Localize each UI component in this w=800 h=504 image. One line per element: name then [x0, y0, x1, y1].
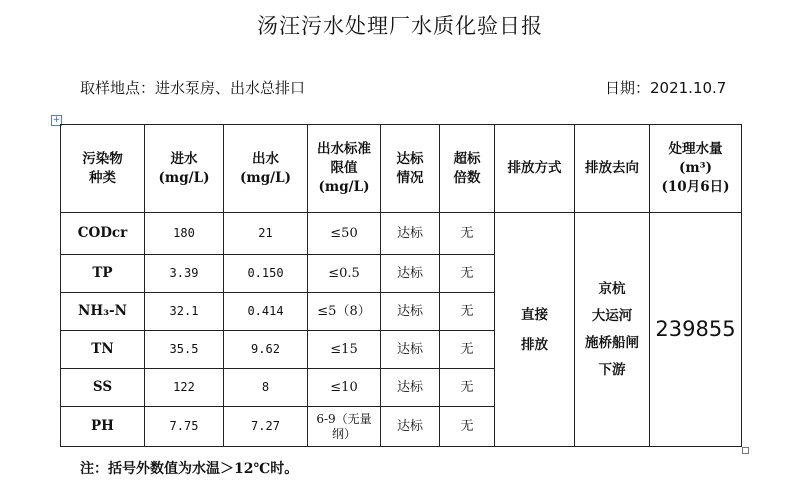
row-pollutant: NH₃-N — [61, 293, 145, 331]
row-pollutant: CODcr — [61, 213, 145, 255]
table-row — [61, 213, 742, 255]
row-influent: 32.1 — [145, 293, 224, 331]
table-resize-handle-icon[interactable] — [742, 447, 749, 454]
discharge-method: 直接 排放 — [495, 213, 575, 447]
row-exceed: 无 — [440, 369, 495, 407]
row-exceed: 无 — [440, 331, 495, 369]
row-influent: 180 — [145, 213, 224, 255]
row-effluent: 0.414 — [224, 293, 308, 331]
row-pollutant: SS — [61, 369, 145, 407]
row-exceed: 无 — [440, 255, 495, 293]
row-limit: 6-9（无量纲） — [308, 407, 381, 447]
treated-volume: 239855 — [650, 213, 742, 447]
row-pollutant: TP — [61, 255, 145, 293]
row-status: 达标 — [381, 293, 440, 331]
row-effluent: 8 — [224, 369, 308, 407]
row-limit: ≤5（8） — [308, 293, 381, 331]
row-status: 达标 — [381, 255, 440, 293]
header-effluent: 出水 (mg/L) — [224, 125, 308, 213]
row-limit: ≤50 — [308, 213, 381, 255]
header-influent: 进水 (mg/L) — [145, 125, 224, 213]
footnote: 注：括号外数值为水温＞12℃时。 — [80, 461, 299, 477]
row-exceed: 无 — [440, 213, 495, 255]
row-status: 达标 — [381, 407, 440, 447]
discharge-destination: 京杭 大运河 施桥船闸 下游 — [575, 213, 650, 447]
row-pollutant: TN — [61, 331, 145, 369]
header-pollutant: 污染物 种类 — [61, 125, 145, 213]
row-status: 达标 — [381, 369, 440, 407]
header-destination: 排放去向 — [575, 125, 650, 213]
row-limit: ≤10 — [308, 369, 381, 407]
report-title: 汤汪污水处理厂水质化验日报 — [257, 14, 543, 38]
row-influent: 3.39 — [145, 255, 224, 293]
row-effluent: 7.27 — [224, 407, 308, 447]
header-exceed: 超标 倍数 — [440, 125, 495, 213]
water-quality-table — [60, 124, 742, 447]
sampling-location: 取样地点：进水泵房、出水总排口 — [80, 79, 306, 97]
row-effluent: 0.150 — [224, 255, 308, 293]
row-influent: 122 — [145, 369, 224, 407]
row-influent: 35.5 — [145, 331, 224, 369]
header-volume: 处理水量 (m³) (10月6日) — [650, 125, 742, 213]
row-pollutant: PH — [61, 407, 145, 447]
row-influent: 7.75 — [145, 407, 224, 447]
table-header-row — [61, 125, 742, 213]
header-method: 排放方式 — [495, 125, 575, 213]
row-exceed: 无 — [440, 407, 495, 447]
row-effluent: 21 — [224, 213, 308, 255]
table-move-handle-icon[interactable]: + — [52, 115, 61, 125]
row-limit: ≤0.5 — [308, 255, 381, 293]
header-status: 达标 情况 — [381, 125, 440, 213]
row-status: 达标 — [381, 331, 440, 369]
row-limit: ≤15 — [308, 331, 381, 369]
row-exceed: 无 — [440, 293, 495, 331]
report-date: 日期：2021.10.7 — [605, 79, 727, 97]
row-status: 达标 — [381, 213, 440, 255]
row-effluent: 9.62 — [224, 331, 308, 369]
header-limit: 出水标准 限值 (mg/L) — [308, 125, 381, 213]
